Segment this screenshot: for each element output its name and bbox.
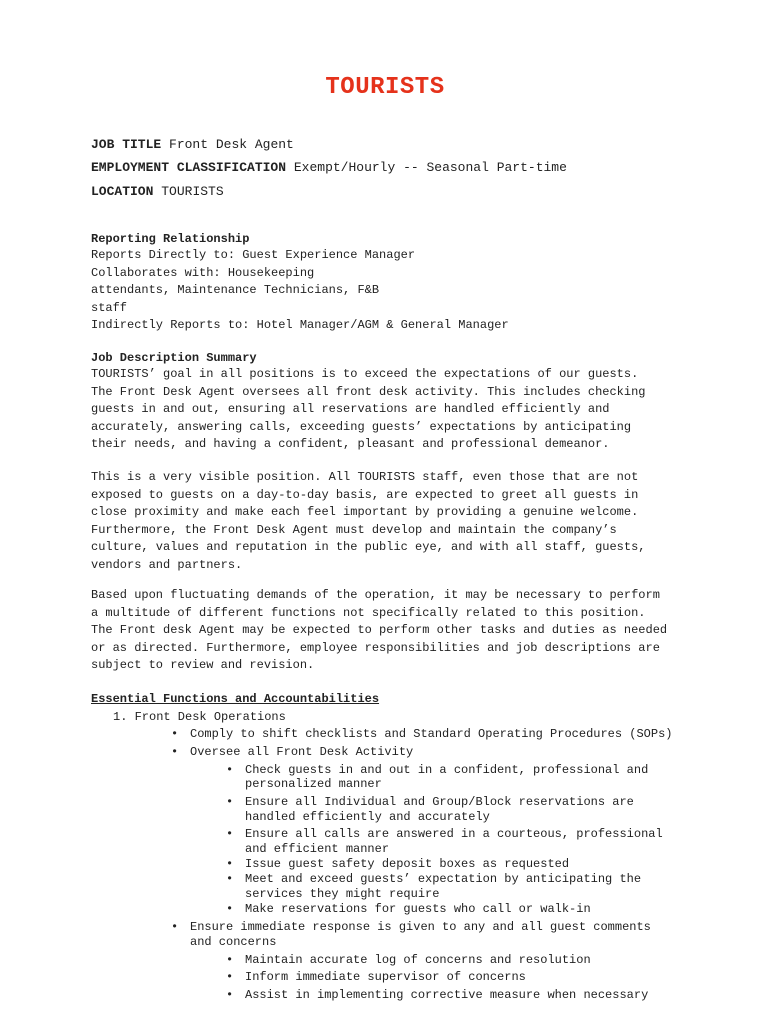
document-title: TOURISTS (325, 74, 445, 101)
list-item: Ensure all calls are answered in a courteous, professional (245, 827, 663, 841)
job-title-line (91, 137, 294, 153)
reporting-lines (91, 247, 509, 335)
summary-heading: Job Description Summary (91, 351, 257, 365)
paragraph-line: subject to review and revision. (91, 658, 315, 672)
paragraph-line: exposed to guests on a day-to-day basis, are expected to greet all guests in (91, 487, 639, 502)
essential-heading: Essential Functions and Accountabilities (91, 692, 380, 706)
paragraph-line: a multitude of different functions not specifically related to this position. (91, 605, 646, 620)
list-item: Meet and exceed guests’ expectation by anticipating the (245, 872, 642, 886)
job-title-value: Front Desk Agent (169, 137, 294, 152)
paragraph-line: or as directed. Furthermore, employee responsibilities and job descriptions are (91, 640, 660, 655)
paragraph-line: vendors and partners. (91, 557, 243, 572)
location-label: LOCATION (91, 184, 154, 199)
summary-paragraph-1 (91, 366, 691, 454)
summary-paragraph-3 (91, 587, 691, 675)
bullet-icon: • (171, 727, 179, 741)
list-item: Ensure immediate response is given to any and all guest comments (190, 920, 651, 934)
location-value: TOURISTS (161, 184, 224, 199)
paragraph-line: close proximity and make each feel important by providing a genuine welcome. (91, 505, 639, 519)
list-item: Assist in implementing corrective measure when necessary (245, 988, 649, 1002)
reporting-line: Collaborates with: Housekeeping (91, 265, 315, 280)
paragraph-line: TOURISTS’ goal in all positions is to exceed the expectations of our guests. (91, 367, 639, 381)
list-item: Ensure all Individual and Group/Block reservations are (245, 795, 634, 809)
list-item: Make reservations for guests who call or walk-in (245, 902, 591, 916)
list-item-continued: and efficient manner (245, 842, 390, 856)
paragraph-line: The Front Desk Agent oversees all front desk activity. This includes checking (91, 384, 646, 399)
job-title-label: JOB TITLE (91, 137, 162, 152)
summary-paragraph-2 (91, 469, 691, 574)
paragraph-line: guests in and out, ensuring all reservations are handled efficiently and (91, 402, 610, 416)
list-item-continued: and concerns (190, 935, 277, 949)
bullet-icon: • (226, 872, 234, 886)
classification-line (91, 160, 567, 176)
reporting-line: staff (91, 300, 128, 315)
list-item: Issue guest safety deposit boxes as requested (245, 857, 570, 871)
list-item: Inform immediate supervisor of concerns (245, 970, 526, 984)
reporting-heading: Reporting Relationship (91, 232, 250, 246)
bullet-icon: • (226, 857, 234, 871)
classification-value: Exempt/Hourly -- Seasonal Part-time (293, 160, 567, 175)
list-item-front-desk-operations: 1. Front Desk Operations (113, 710, 286, 724)
list-item-continued: personalized manner (245, 777, 382, 791)
list-item: Check guests in and out in a confident, professional and (245, 763, 649, 777)
reporting-line: Reports Directly to: Guest Experience Manager (91, 248, 416, 262)
list-item: Comply to shift checklists and Standard Operating Procedures (SOPs) (190, 727, 673, 741)
list-item-continued: handled efficiently and accurately (245, 810, 490, 824)
location-line (91, 184, 224, 200)
bullet-icon: • (226, 763, 234, 777)
paragraph-line: The Front desk Agent may be expected to perform other tasks and duties as needed (91, 623, 668, 637)
paragraph-line: Based upon fluctuating demands of the operation, it may be necessary to perform (91, 588, 660, 602)
bullet-icon: • (226, 795, 234, 809)
bullet-icon: • (226, 970, 234, 984)
bullet-icon: • (226, 953, 234, 967)
list-item: Maintain accurate log of concerns and resolution (245, 953, 591, 967)
list-item-continued: services they might require (245, 887, 440, 901)
reporting-line: attendants, Maintenance Technicians, F&B (91, 283, 380, 297)
paragraph-line: accurately, answering calls, exceeding guests’ expectations by anticipating (91, 419, 632, 434)
reporting-line: Indirectly Reports to: Hotel Manager/AGM & General Manager (91, 318, 509, 332)
classification-label: EMPLOYMENT CLASSIFICATION (91, 160, 287, 175)
paragraph-line: This is a very visible position. All TOURISTS staff, even those that are not (91, 470, 639, 484)
list-item: Oversee all Front Desk Activity (190, 745, 414, 759)
bullet-icon: • (171, 920, 179, 934)
paragraph-line: culture, values and reputation in the public eye, and with all staff, guests, (91, 540, 646, 554)
paragraph-line: Furthermore, the Front Desk Agent must develop and maintain the company’s (91, 522, 617, 537)
bullet-icon: • (171, 745, 179, 759)
bullet-icon: • (226, 902, 234, 916)
bullet-icon: • (226, 827, 234, 841)
bullet-icon: • (226, 988, 234, 1002)
paragraph-line: their needs, and having a confident, pleasant and professional demeanor. (91, 437, 610, 451)
